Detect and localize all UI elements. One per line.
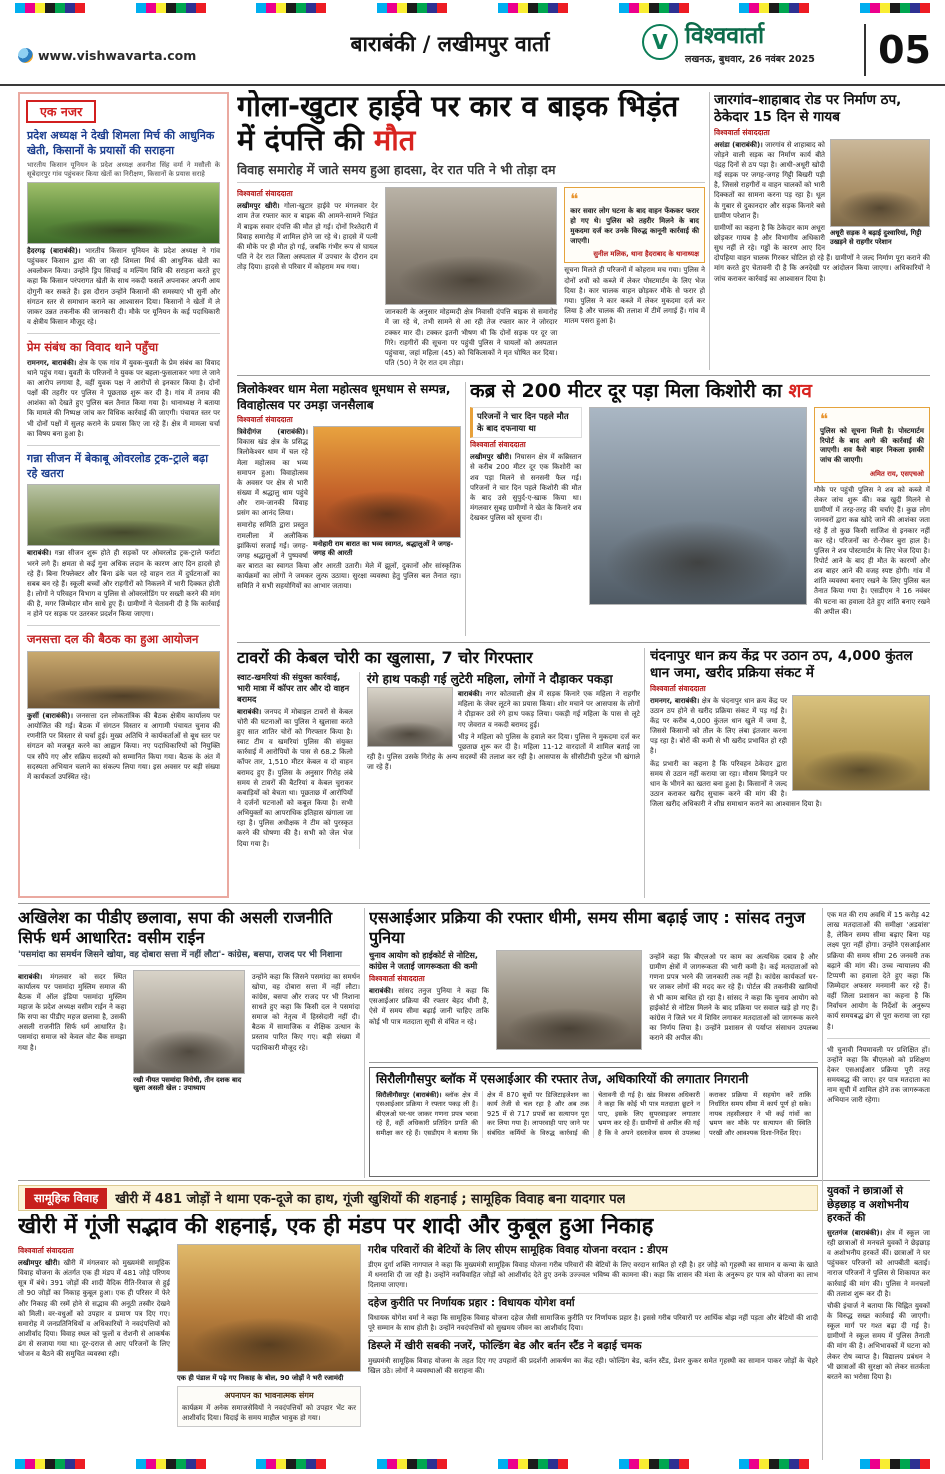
- article-sir-process: [369, 908, 818, 1060]
- main-headline: गोला-खुटार हाईवे पर कार व बाइक भिड़ंत में दंपत्ति की मौत: [237, 90, 679, 157]
- kheri-sub-article-3: [368, 1340, 818, 1379]
- main-body-col2: जानकारी के अनुसार मोहम्मदी क्षेत्र निवासी दंपत्ति बाइक से समारोह में जा रहे थे, तभी सामने से आ रही तेज रफ्तार कार ने जोरदार टक्कर मार दी। टक्कर इतनी भीषण थी कि दोनों सड़क पर दूर जा गिरे। राहगीरों की सूचना पर पहुंची पुलिस ने घायलों को अस्पताल पहुंचाया, जहां महिला (45) को चिकित्सकों ने मृत घोषित कर दिया। पति (50) ने देर रात दम तोड़ा।: [384, 308, 558, 367]
- kheri-box-headline: अपनापन का भावनात्मक संगम: [224, 1390, 314, 1400]
- road-photo-figure: [830, 139, 930, 247]
- caught-woman-photo: [367, 687, 453, 747]
- photo-caption: एक ही पंडाल में पढ़े गए निकाह के बोल, 90 जोड़ों ने भरी रजामंदी: [177, 1373, 344, 1382]
- unfinished-road-photo: [830, 139, 930, 227]
- website-url: www.vishwavarta.com: [38, 48, 197, 63]
- sidebar-article4-headline: जनसत्ता दल की बैठक का हुआ आयोजन: [27, 632, 199, 647]
- quote-box: [814, 407, 930, 483]
- festival-procession-photo: [313, 426, 461, 538]
- kheri-highlight-box: [177, 1386, 361, 1427]
- kheri-sub2-headline: दहेज कुरीति पर निर्णायक प्रहार : विधायक योगेश वर्मा: [368, 1297, 575, 1310]
- masthead-name: विश्ववार्ता: [685, 23, 765, 49]
- towers-body: बाराबंकी। जनपद में मोबाइल टावरों से केबल चोरी की घटनाओं का पुलिस ने खुलासा करते हुए सात शातिर चोरों को गिरफ्तार किया है। स्वाट टीम व खमरियां पुलिस की संयुक्त कार्रवाई में आरोपियों के पास से 68.2 किलो कॉपर तार, 1,510 मीटर केबल व दो वाहन बरामद हुए हैं। पुलिस के अनुसार गिरोह लंबे समय से टावरों की बैटरियां व केबल चुराकर कबाड़ियों को बेचता था। पूछताछ में आरोपियों ने दर्जनों घटनाओं को कबूल किया है। सभी अभियुक्तों का आपराधिक इतिहास खंगाला जा रहा है। पुलिस अधीक्षक ने टीम को पुरस्कृत करने की घोषणा की है। सभी को जेल भेज दिया गया है।: [237, 707, 353, 848]
- waseem-rain-portrait-photo: [133, 970, 245, 1074]
- sidebar-article3-body: बाराबंकी। गन्ना सीजन शुरू होते ही सड़कों पर ओवरलोड ट्रक-ट्राले फर्राटा भरने लगे हैं। क्षमता से कई गुना अधिक लदान के कारण आए दिन हादसे हो रहे हैं। बिना रिफ्लेक्टर और बिना ढंके चल रहे वाहन रात में दुर्घटनाओं का सबब बन रहे हैं। स्कूली बच्चों और राहगीरों को निकलने में भारी दिक्कत होती है। लोगों ने परिवहन विभाग व पुलिस से ओवरलोडिंग पर सख्ती करने की मांग की है, मगर जिम्मेदार मौन साधे हुए हैं। ग्रामीणों ने चेतावनी दी है कि कार्रवाई न होने पर सड़क पर उतरकर प्रदर्शन किया जाएगा।: [27, 549, 220, 619]
- sir-body-col2: उन्होंने कहा कि बीएलओ पर काम का अत्यधिक दबाव है और ग्रामीण क्षेत्रों में जागरूकता की भारी कमी है। कई मतदाताओं को गणना प्रपत्र भरने की जानकारी तक नहीं है। कांग्रेस कार्यकर्ता घर-घर जाकर लोगों की मदद कर रहे हैं। पोर्टल की तकनीकी खामियों से भी काम बाधित हो रहा है। सांसद ने कहा कि चुनाव आयोग को हाईकोर्ट से नोटिस मिलने के बाद प्रक्रिया पर सवाल खड़े हो गए हैं। कांग्रेस ने जिले भर में शिविर लगाकर मतदाताओं को जागरूक करने का निर्णय लिया है। उन्होंने प्रशासन से पर्याप्त संसाधन उपलब्ध कराने की अपील की।: [649, 953, 818, 1043]
- jargaon-body-2: ग्रामीणों का कहना है कि ठेकेदार काम अधूरा छोड़कर गायब है और विभागीय अधिकारी सुध नहीं ले रहे। गड्ढों के कारण आए दिन दोपहिया वाहन चालक गिरकर चोटिल हो रहे हैं। ग्रामीणों ने जल्द निर्माण पूरा कराने की मांग करते हुए चेतावनी दी है कि अनदेखी पर आंदोलन किया जाएगा। अधिकारियों ने जांच कराकर कार्रवाई का आश्वासन दिया है।: [714, 223, 930, 283]
- quote-text: ❝ पुलिस को सूचना मिली है। पोस्टमार्टम रिपोर्ट के बाद आगे की कार्रवाई की जाएगी। शव कैसे बाहर निकला इसकी जांच की जाएगी।: [820, 426, 924, 465]
- sidebar-article2-headline: प्रेम संबंध का विवाद थाने पहुँचा: [27, 340, 159, 355]
- globe-icon: [18, 48, 33, 63]
- banner-headline: खीरी में 481 जोड़ों ने थामा एक-दूजे का हाथ, गूंजी खुशियों की शहनाई ; सामूहिक विवाह बना यादगार पल: [115, 1192, 626, 1207]
- caught-woman-photo-figure: [367, 687, 453, 747]
- kabr-highlight-box: परिजनों ने चार दिन पहले मौत के बाद दफनाया था: [470, 407, 582, 439]
- website-link: [18, 48, 196, 63]
- press-conference-photo: [496, 950, 642, 1050]
- divider: [18, 903, 930, 904]
- divider: [364, 908, 365, 1178]
- lootari-body-1: बाराबंकी। नगर कोतवाली क्षेत्र में सड़क किनारे एक महिला ने राहगीर महिला के जेवर लूटने का प्रयास किया। शोर मचाने पर आसपास के लोगों ने दौड़ाकर उसे रंगे हाथ पकड़ लिया। पकड़ी गई महिला के पास से लूटे गए जेवरात व नकदी बरामद हुई।: [457, 690, 640, 729]
- page-number: 05: [864, 24, 931, 76]
- article-sir-continuation: [827, 908, 930, 1178]
- akhilesh-headline: अखिलेश का पीडीए छलावा, सपा की असली राजनीति सिर्फ धर्म आधारित: वसीम राईन: [18, 908, 333, 947]
- kheri-headline: खीरी में गूंजी सद्भाव की शहनाई, एक ही मंडप पर शादी और कुबूल हुआ निकाह: [18, 1214, 654, 1239]
- dhaan-body-2: केंद्र प्रभारी का कहना है कि परिवहन ठेकेदार द्वारा समय से उठान नहीं कराया जा रहा। मौसम बिगड़ने पर धान के भीगने का खतरा बना हुआ है। किसानों ने जल्द उठान कराकर खरीद सुचारू करने की मांग की है। जिला खरीद अधिकारी ने शीघ्र समाधान कराने का आश्वासन दिया है।: [650, 759, 822, 809]
- kheri-box-body: कार्यक्रम में अनेक समाजसेवियों ने नवदंपत्तियों को उपहार भेंट कर आशीर्वाद दिया। विदाई के समय माहौल भावुक हो गया।: [182, 1403, 356, 1422]
- party-meeting-photo: [27, 651, 220, 709]
- divider: [27, 333, 220, 334]
- sidebar-article3-headline: गन्ना सीजन में बेकाबू ओवरलोड ट्रक-ट्राले बढ़ा रहे खतरा: [27, 451, 209, 480]
- paddy-bags-photo: [792, 695, 930, 791]
- lootari-headline: रंगे हाथ पकड़ी गई लुटेरी महिला, लोगों ने दौड़ाकर पकड़ा: [366, 671, 613, 686]
- article-road-construction: [714, 92, 930, 370]
- jargaon-headline: जारगांव–शाहाबाद रोड पर निर्माण ठप, ठेकेदार 15 दिन से गायब: [714, 92, 902, 125]
- akhilesh-subhead: 'पसमांदा का समर्थन जिसने खोया, वह दोबारा सत्ता में नहीं लौटा'- कांग्रेस, बसपा, राजद पर भी निशाना: [18, 950, 360, 966]
- mela-photo-figure: [313, 426, 461, 558]
- main-body-col3: सूचना मिलते ही परिजनों में कोहराम मच गया। पुलिस ने दोनों शवों को कब्जे में लेकर पोस्टमार्टम के लिए भेज दिया है। कार चालक वाहन छोड़कर मौके से फरार हो गया। पुलिस ने कार कब्जे में लेकर मुकदमा दर्ज कर लिया है और चालक की तलाश में टीमें लगाई हैं। गांव में मातम पसरा हुआ है।: [564, 266, 705, 326]
- akhilesh-body-col1: बाराबंकी। मंगलवार को सदर स्थित कार्यालय पर पसमांदा मुस्लिम समाज की बैठक में ऑल इंडिया पसमांदा मुस्लिम महाज के प्रदेश अध्यक्ष वसीम राईन ने कहा कि सपा का पीडीए महज छलावा है, उसकी असली राजनीति सिर्फ धर्म आधारित है। पसमांदा समाज को केवल वोट बैंक समझा गया है।: [18, 972, 127, 1052]
- divider: [18, 1180, 930, 1181]
- capsicum-farm-photo: [27, 182, 220, 244]
- article-body-found: [470, 380, 930, 638]
- article-highway-accident: [237, 90, 705, 372]
- newspaper-logo-icon: V: [642, 24, 678, 60]
- masthead: [642, 24, 815, 65]
- byline: विश्ववार्ता संवाददाता: [714, 127, 770, 137]
- article-trilokeshwar-mela: [237, 382, 461, 638]
- photo-caption: मनोहारी राम बारात का भव्य स्वागत, श्रद्धालुओं ने जगह-जगह की आरती: [313, 540, 454, 558]
- trilok-headline: त्रिलोकेश्वर धाम मेला महोत्सव धूमधाम से सम्पन्न, विवाहोत्सव पर उमड़ा जनसैलाब: [237, 382, 451, 412]
- trilok-body-2: समारोह समिति द्वारा प्रस्तुत रामलीला में अलौकिक झांकियां सजाई गईं। जगह-जगह श्रद्धालुओं ने पुष्पवर्षा कर बारात का स्वागत किया और आरती उतारी। मेले में झूलों, दुकानों और सांस्कृतिक कार्यक्रमों का लोगों ने जमकर लुत्फ उठाया। सुरक्षा व्यवस्था हेतु पुलिस बल तैनात रहा। समिति ने सभी सहयोगियों का आभार जताया।: [237, 521, 461, 591]
- kheri-sub1-headline: गरीब परिवारों की बेटियों के लिए सीएम सामूहिक विवाह योजना वरदान : डीएम: [368, 1243, 668, 1256]
- quote-box: [564, 187, 705, 263]
- byline: विश्ववार्ता संवाददाता: [237, 415, 293, 425]
- dhaan-headline: चंदनापुर धान क्रय केंद्र पर उठान ठप, 4,000 कुंतल धान जमा, खरीद प्रक्रिया संकट में: [650, 648, 913, 681]
- quote-attribution: सुनील मलिक, थाना हैदराबाद के थानाध्यक्ष: [593, 250, 700, 259]
- photo-caption: अधूरी सड़क ने बढ़ाई दुश्वारियां, गिट्टी उखड़ने से राहगीर परेशान: [830, 228, 922, 246]
- kheri-sub3-body: मुख्यमंत्री सामूहिक विवाह योजना के तहत दिए गए उपहारों की प्रदर्शनी आकर्षण का केंद्र रही। फोल्डिंग बेड, बर्तन स्टैंड, प्रेशर कुकर समेत गृहस्थी का सामान पाकर जोड़ों के चेहरे खिल उठे। लोगों ने व्यवस्थाओं की सराहना की।: [368, 1356, 818, 1375]
- header-rule: [0, 84, 945, 86]
- trilok-body-1: त्रिवेदीगंज (बाराबंकी)। विकास खंड क्षेत्र के प्रसिद्ध त्रिलोकेश्वर धाम में चल रहे मेला महोत्सव का भव्य समापन हुआ। विवाहोत्सव के अवसर पर क्षेत्र से भारी संख्या में श्रद्धालु धाम पहुंचे और राम-जानकी विवाह प्रसंग का आनंद लिया।: [237, 428, 308, 518]
- kabr-headline: कब्र से 200 मीटर दूर पड़ा मिला किशोरी का शव: [470, 380, 812, 402]
- sidebar-article1-kicker: भारतीय किसान यूनियन के प्रदेश अध्यक्ष अवनीश सिंह वर्मा ने मसौली के सूबेदारपुर गांव पहुंचकर किया खेतों का निरीक्षण, किसानों के प्रयास सराहे: [27, 160, 220, 178]
- article-paddy-centre: [650, 648, 930, 900]
- article-kheri-wedding: [18, 1214, 818, 1458]
- divider: [822, 908, 823, 1460]
- divider: [27, 445, 220, 446]
- sidebar-ek-nazar: [18, 92, 229, 898]
- article-robber-woman: [367, 672, 640, 849]
- headline-accent: शव: [788, 380, 812, 402]
- print-registration-bar-bottom: [15, 1458, 930, 1469]
- print-registration-bar-top: [15, 2, 930, 13]
- sir-body-col1: बाराबंकी। सांसद तनुज पुनिया ने कहा कि एसआईआर प्रक्रिया की रफ्तार बेहद धीमी है, ऐसे में समय सीमा बढ़ाई जानी चाहिए ताकि कोई भी पात्र मतदाता सूची से वंचित न रहे।: [369, 987, 489, 1026]
- headline-accent: मौत: [373, 122, 416, 157]
- divider: [827, 1038, 930, 1039]
- overloaded-truck-photo: [27, 484, 220, 546]
- banner-label: सामूहिक विवाह: [25, 1188, 107, 1209]
- sir-subhead: चुनाव आयोग को हाईकोर्ट से नोटिस, कांग्रेस ने जताई जागरूकता की कमी: [369, 950, 479, 972]
- divider: [237, 375, 930, 376]
- kheri-body-col1: लखीमपुर खीरी। खीरी में मंगलवार को मुख्यमंत्री सामूहिक विवाह योजना के अंतर्गत एक ही मंडप में 481 जोड़े परिणय सूत्र में बंधे। 391 जोड़ों की शादी वैदिक रीति-रिवाज से हुई तो 90 जोड़ों का निकाह कुबूल हुआ। एक ही परिसर में फेरे और निकाह की रस्में होने से सद्भाव की अनूठी तस्वीर देखने को मिली। वर-वधुओं को उपहार व प्रमाण पत्र दिए गए। समारोह में जनप्रतिनिधियों व अधिकारियों ने नवदंपत्तियों को आशीर्वाद दिया। विवाह स्थल को फूलों व रोशनी से आकर्षक ढंग से सजाया गया था। दूर-दराज से आए परिजनों के लिए भोजन व बैठने की समुचित व्यवस्था रही।: [18, 1258, 170, 1359]
- byline: विश्ववार्ता संवाददाता: [650, 683, 706, 693]
- divider: [465, 382, 466, 636]
- sir-headline: एसआईआर प्रक्रिया की रफ्तार धीमी, समय सीमा बढ़ाई जाए : सांसद तनुज पुनिया: [369, 908, 806, 947]
- mass-wedding-photo: [177, 1244, 361, 1372]
- sirauli-headline: सिरौलीगौसपुर ब्लॉक में एसआईआर की रफ्तार तेज, अधिकारियों की लगातार निगरानी: [376, 1072, 749, 1086]
- accident-scene-photo: [385, 187, 558, 305]
- kabr-body-col1: लखीमपुर खीरी। निघासन क्षेत्र में कब्रिस्तान से करीब 200 मीटर दूर एक किशोरी का शव पड़ा मिलने से सनसनी फैल गई। परिजनों ने चार दिन पहले किशोरी की मौत के बाद उसे सुपुर्द-ए-खाक किया था। मंगलवार सुबह ग्रामीणों ने खेत के किनारे शव देखकर पुलिस को सूचना दी।: [470, 453, 582, 523]
- page-section-title: बाराबंकी / लखीमपुर वार्ता: [350, 32, 550, 56]
- samuhik-vivah-banner: [18, 1185, 818, 1211]
- sidebar-article1-headline: प्रदेश अध्यक्ष ने देखी शिमला मिर्च की आधुनिक खेती, किसानों के प्रयासों की सराहना: [27, 129, 215, 157]
- sidebar-article2-body: रामनगर, बाराबंकी। क्षेत्र के एक गांव में युवक-युवती के प्रेम संबंध का विवाद थाने पहुंच गया। युवती के परिजनों ने युवक पर बहला-फुसलाकर भगा ले जाने का आरोप लगाया है, वहीं युवक पक्ष ने आरोपों से इनकार किया है। दोनों पक्षों की तहरीर पर पुलिस ने पूछताछ शुरू कर दी है। गांव में तनाव की आशंका को देखते हुए पुलिस बल तैनात किया गया है। थानाध्यक्ष ने बताया कि मामले की निष्पक्ष जांच कर विधिक कार्रवाई की जाएगी। पंचायत स्तर पर भी दोनों पक्षों में सुलह कराने के प्रयास किए जा रहे हैं। क्षेत्र में मामला चर्चा का विषय बना हुआ है।: [27, 358, 220, 438]
- kheri-sub3-headline: डिस्प्ले में खीरी सबकी नजरें, फोल्डिंग बेड और बर्तन स्टैंड ने बढ़ाई चमक: [368, 1339, 642, 1352]
- quote-text: ❝ कार सवार लोग घटना के बाद वाहन फेंककर फरार हो गए थे। पुलिस को तहरीर मिलने के बाद मुकदमा दर्ज कर उनके विरुद्ध कानूनी कार्रवाई की जाएगी।: [570, 207, 700, 245]
- article-cable-theft: [237, 648, 640, 900]
- sidebar-section-label: एक नजर: [26, 100, 96, 123]
- divider: [709, 92, 710, 370]
- byline: विश्ववार्ता संवाददाता: [369, 974, 425, 984]
- sidebar-article4-body: कुर्सी (बाराबंकी)। जनसत्ता दल लोकतांत्रिक की बैठक क्षेत्रीय कार्यालय पर आयोजित की गई। बैठक में संगठन विस्तार व आगामी पंचायत चुनाव की रणनीति पर विस्तार से चर्चा हुई। मुख्य अतिथि ने कार्यकर्ताओं से बूथ स्तर पर संगठन को मजबूत करने का आह्वान किया। नए पदाधिकारियों को नियुक्ति पत्र सौंपे गए और सक्रिय सदस्यों को सम्मानित किया गया। बैठक के अंत में सदस्यता अभियान चलाने का संकल्प लिया गया। इस अवसर पर बड़ी संख्या में कार्यकर्ता उपस्थित रहे।: [27, 711, 220, 781]
- divider: [644, 648, 645, 898]
- divider: [27, 625, 220, 626]
- article-pda-waseem-rain: [18, 908, 360, 1178]
- kheri-sub-article-2: [368, 1297, 818, 1337]
- chhed-body-2: चौकी इंचार्ज ने बताया कि चिह्नित युवकों के विरुद्ध सख्त कार्रवाई की जाएगी। स्कूल मार्ग पर गश्त बढ़ा दी गई है। ग्रामीणों ने स्कूल समय में पुलिस तैनाती की मांग की है। अभिभावकों में घटना को लेकर रोष व्याप्त है। विद्यालय प्रबंधन ने भी छात्राओं की सुरक्षा को लेकर सतर्कता बरतने का भरोसा दिया है।: [827, 1301, 930, 1381]
- kabr-body-col2: मौके पर पहुंची पुलिस ने शव को कब्जे में लेकर जांच शुरू की। कब्र खुदी मिलने से ग्रामीणों में तरह-तरह की चर्चाएं हैं। कुछ लोग जानवरों द्वारा कब्र खोदे जाने की आशंका जता रहे हैं तो कुछ किसी साजिश से इनकार नहीं कर रहे। परिजनों का रो-रोकर बुरा हाल है। पुलिस ने शव पोस्टमार्टम के लिए भेज दिया है। रिपोर्ट आने के बाद ही मौत के कारणों और शव बाहर आने की वजह स्पष्ट होगी। गांव में शांति व्यवस्था बनाए रखने के लिए पुलिस बल तैनात किया गया है। एसडीएम ने 16 नवंबर की घटना का हवाला देते हुए शांति बनाए रखने की अपील की।: [814, 485, 930, 616]
- jargaon-body-1: असंडा (बाराबंकी)। जारगांव से शाहाबाद को जोड़ने वाली सड़क का निर्माण कार्य बीते पंद्रह दिनों से ठप पड़ा है। आधी-अधूरी खोदी गई सड़क पर जगह-जगह गिट्टी बिखरी पड़ी है, जिससे राहगीरों व वाहन चालकों को भारी दिक्कतों का सामना करना पड़ रहा है। धूल के गुबार से दुकानदार और सड़क किनारे बसे ग्रामीण परेशान हैं।: [714, 140, 825, 220]
- kheri-sub-article-1: [368, 1244, 818, 1294]
- akhilesh-body-col2: उन्होंने कहा कि जिसने पसमांदा का समर्थन खोया, वह दोबारा सत्ता में नहीं लौटा। कांग्रेस, बसपा और राजद पर भी निशाना साधते हुए कहा कि किसी दल ने पसमांदा समाज को नेतृत्व में हिस्सेदारी नहीं दी। बैठक में सामाजिक व शैक्षिक उत्थान के प्रस्ताव पारित किए गए। बड़ी संख्या में पदाधिकारी मौजूद रहे।: [251, 972, 360, 1052]
- kheri-sub1-body: डीएम दुर्गा शक्ति नागपाल ने कहा कि मुख्यमंत्री सामूहिक विवाह योजना गरीब परिवारों की बेटियों के लिए वरदान साबित हो रही है। हर जोड़े को गृहस्थी का सामान व कन्या के खाते में धनराशि दी जा रही है। उन्होंने नवविवाहित जोड़ों को आशीर्वाद देते हुए उनके उज्ज्वल भविष्य की कामना की। कहा कि शासन की मंशा के अनुरूप हर पात्र को योजना का लाभ दिलाया जाएगा।: [368, 1260, 818, 1289]
- sir-body-col4: एक मत की राय अवधि में 15 करोड़ 42 लाख मतदाताओं की समीक्षा 'अडवांस' है, लेकिन समय सीमा बढ़ाए बिना यह लक्ष्य पूरा नहीं होगा। उन्होंने एसआईआर प्रक्रिया की समय सीमा 26 जनवरी तक बढ़ाने की मांग की। उच्च न्यायालय की टिप्पणी का हवाला देते हुए कहा कि जिम्मेदार अफसर मनमानी कर रहे हैं। वहीं जिला प्रशासन का कहना है कि निर्वाचन आयोग के निर्देशों के अनुरूप कार्य समयबद्ध ढंग से पूरा कराया जा रहा है।: [827, 911, 930, 1031]
- sir-body-col5: भी चुनावी नियमावली पर प्रशिक्षित हों। उन्होंने कहा कि बीएलओ को प्रशिक्षण देकर एसआईआर प्रक्रिया पूरी तरह समयबद्ध की जाए। हर पात्र मतदाता का नाम सूची में शामिल होने तक जागरूकता अभियान जारी रहेगा।: [827, 1045, 930, 1105]
- masthead-dateline: लखनऊ, बुधवार, 26 नवंबर 2025: [685, 54, 815, 66]
- sidebar-article1-body: हैदरगढ़ (बाराबंकी)। भारतीय किसान यूनियन के प्रदेश अध्यक्ष ने गांव पहुंचकर किसान द्वारा की जा रही शिमला मिर्च की आधुनिक खेती का अवलोकन किया। उन्होंने ड्रिप सिंचाई व मल्चिंग विधि की सराहना करते हुए कहा कि किसान परंपरागत खेती के साथ नकदी फसलें अपनाकर अपनी आय दोगुनी कर सकते हैं। इस दौरान उन्होंने किसानों की समस्याएं भी सुनीं और संगठन स्तर से समाधान कराने का आश्वासन दिया। किसानों ने खेतों में ले जाकर उन्नत तकनीक की जानकारी दी। मौके पर यूनियन के कई पदाधिकारी व क्षेत्रीय किसान मौजूद रहे।: [27, 247, 220, 327]
- quote-attribution: अमित राय, एसएचओ: [869, 469, 924, 478]
- byline: विश्ववार्ता संवाददाता: [18, 1245, 74, 1255]
- main-body-col1: लखीमपुर खीरी। गोला-खुटार हाईवे पर मंगलवार देर शाम तेज रफ्तार कार व बाइक की आमने-सामने भिड़ंत में बाइक सवार दंपत्ति की मौत हो गई। दोनों रिश्तेदारी में विवाह समारोह में शामिल होने जा रहे थे। हादसे में पत्नी की मौके पर ही मौत हो गई, जबकि गंभीर रूप से घायल पति ने देर रात जिला अस्पताल में उपचार के दौरान दम तोड़ दिया। हादसे से परिवार में कोहराम मच गया।: [237, 202, 378, 272]
- article-sirauli-sir: [369, 1067, 818, 1177]
- chhed-headline: युवकों ने छात्राओं से छेड़छाड़ व अशोभनीय हरकतें की: [827, 1185, 909, 1225]
- main-subhead: विवाह समारोह में जाते समय हुआ हादसा, देर रात पति ने भी तोड़ा दम: [237, 161, 705, 183]
- byline: विश्ववार्ता संवाददाता: [470, 440, 526, 450]
- lootari-body-2: भीड़ ने महिला को पुलिस के हवाले कर दिया। पुलिस ने मुकदमा दर्ज कर पूछताछ शुरू कर दी है। महिला 11-12 वारदातों में शामिल बताई जा रही है। पुलिस उसके गिरोह के अन्य सदस्यों की तलाश कर रही है। आसपास के सीसीटीवी फुटेज भी खंगाले जा रहे हैं।: [366, 732, 640, 772]
- divider: [237, 642, 930, 643]
- byline: विश्ववार्ता संवाददाता: [237, 189, 293, 199]
- sirauli-body: सिरौलीगौसपुर (बाराबंकी)। ब्लॉक क्षेत्र में एसआईआर प्रक्रिया ने रफ्तार पकड़ ली है। बीएलओ घर-घर जाकर गणना प्रपत्र भरवा रहे हैं, वहीं अधिकारी प्रतिदिन प्रगति की समीक्षा कर रहे हैं। एसडीएम ने बताया कि क्षेत्र में 870 बूथों पर डिजिटाइजेशन का कार्य तेजी से चल रहा है और अब तक 925 में से 717 प्रपत्रों का सत्यापन पूरा कर लिया गया है। लापरवाही पाए जाने पर संबंधित कर्मियों के विरुद्ध कार्रवाई की चेतावनी दी गई है। खंड विकास अधिकारी ने कहा कि कोई भी पात्र मतदाता छूटने न पाए, इसके लिए सुपरवाइजर लगातार भ्रमण कर रहे हैं। ग्रामीणों से अपील की गई है कि वे अपने दस्तावेज समय से उपलब्ध कराकर प्रक्रिया में सहयोग करें ताकि निर्धारित समय सीमा में कार्य पूर्ण हो सके। नायब तहसीलदार ने भी कई गांवों का भ्रमण कर मौके पर सत्यापन की स्थिति परखी और आवश्यक दिशा-निर्देश दिए।: [376, 1090, 811, 1137]
- divider: [369, 1062, 818, 1063]
- kheri-sub2-body: विधायक योगेश वर्मा ने कहा कि सामूहिक विवाह योजना दहेज जैसी सामाजिक कुरीति पर निर्णायक प्रहार है। इससे गरीब परिवारों पर आर्थिक बोझ नहीं पड़ता और बेटियों की शादी पूरे सम्मान के साथ होती है। उन्होंने नवदंपत्तियों को सुखमय जीवन का आशीर्वाद दिया।: [368, 1313, 818, 1332]
- towers-subhead: स्वाट-खमरियां की संयुक्त कार्रवाई, भारी मात्रा में कॉपर तार और दो वाहन बरामद: [237, 671, 350, 704]
- article-harassment: [827, 1185, 930, 1458]
- towers-headline: टावरों की केबल चोरी का खुलासा, 7 चोर गिरफ्तार: [237, 648, 533, 667]
- villagers-crowd-photo: [589, 407, 808, 605]
- dhaan-body-1: रामनगर, बाराबंकी। क्षेत्र के चंदनापुर धान क्रय केंद्र पर उठान ठप होने से खरीद प्रक्रिया संकट में पड़ गई है। केंद्र पर करीब 4,000 कुंतल धान खुले में जमा है, जिससे किसानों को तौल के लिए लंबा इंतजार करना पड़ रहा है। बोरों की कमी से भी खरीद प्रभावित हो रही है।: [650, 696, 787, 756]
- chhed-body-1: सुरतगंज (बाराबंकी)। क्षेत्र में स्कूल जा रही छात्राओं से मनचले युवकों ने छेड़छाड़ व अशोभनीय हरकतें कीं। छात्राओं ने घर पहुंचकर परिजनों को आपबीती बताई। नाराज परिजनों ने पुलिस से शिकायत कर कार्रवाई की मांग की। पुलिस ने मनचलों की तलाश शुरू कर दी है।: [827, 1228, 930, 1298]
- photo-caption: रखी नीयत पसमांदा विरोधी, तीन दशक बाद खुला असली खेल : उपाध्याय: [133, 1075, 242, 1093]
- paddy-photo-figure: [792, 695, 930, 791]
